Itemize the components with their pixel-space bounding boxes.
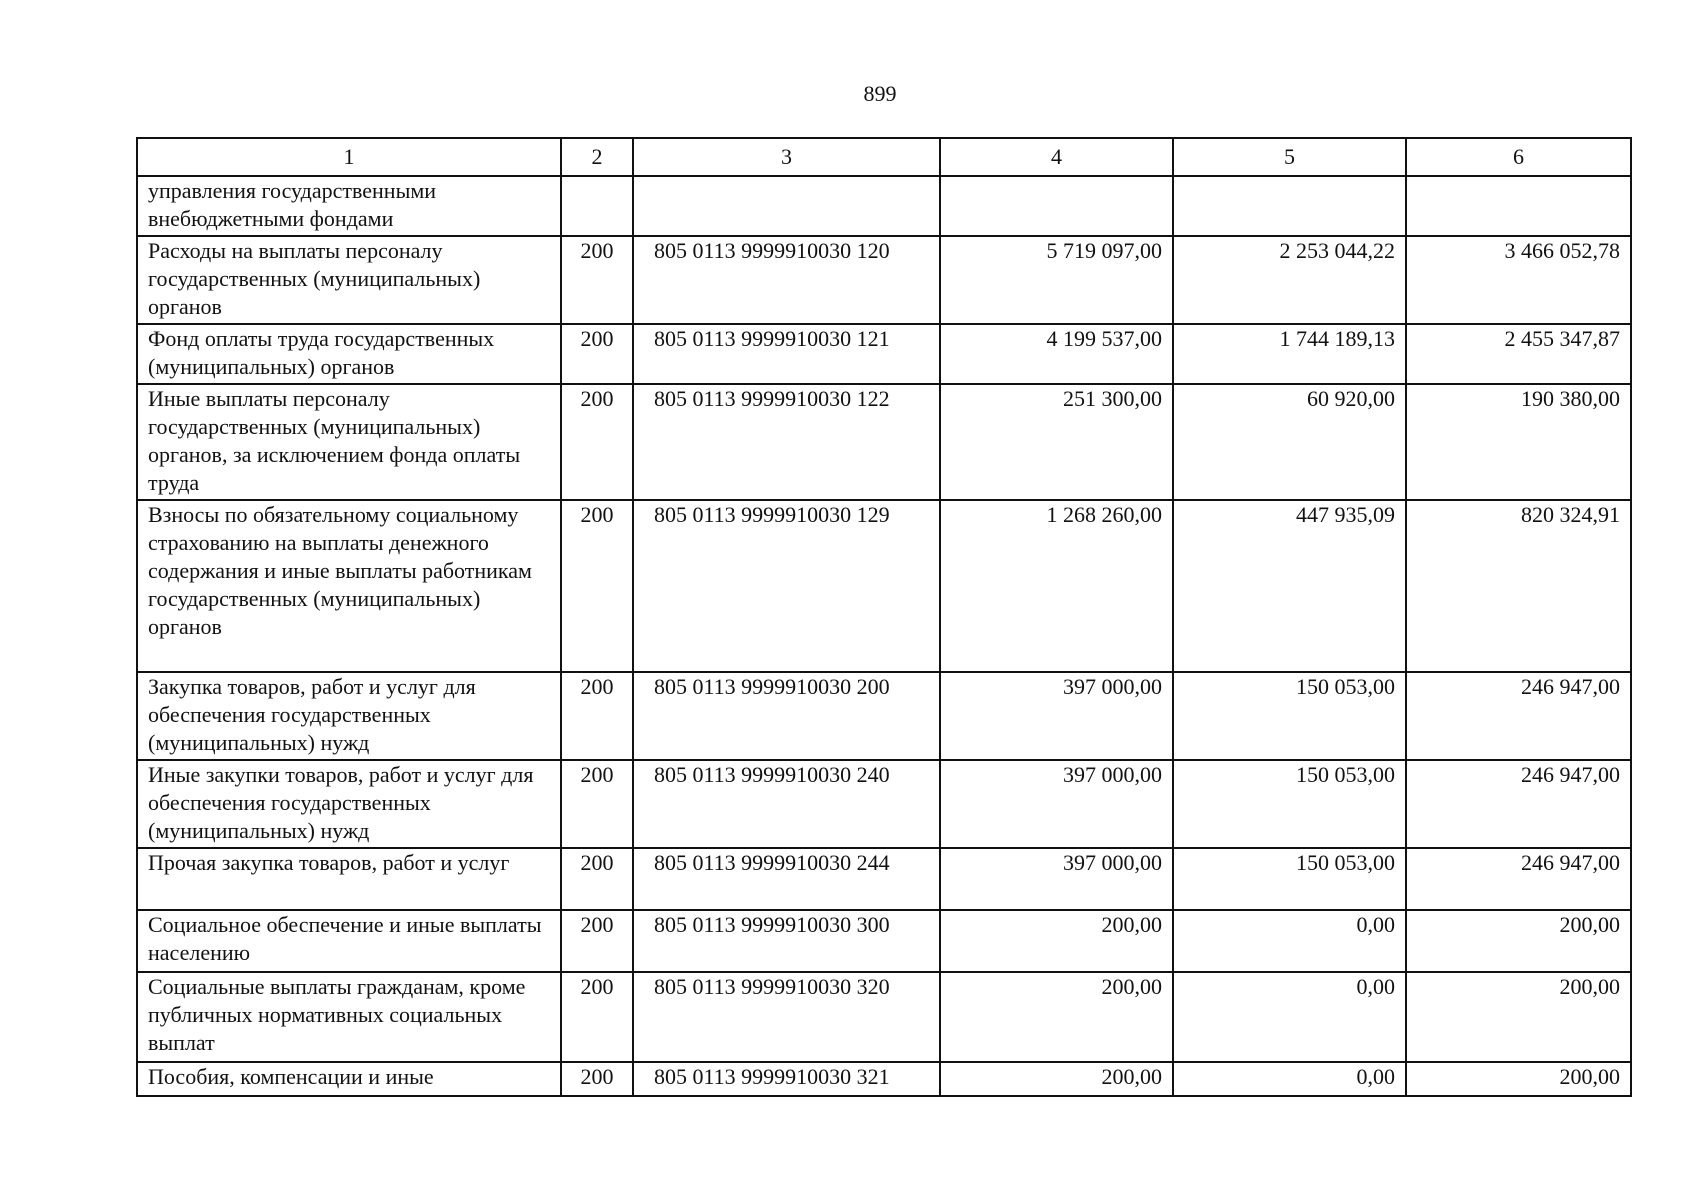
row-approved: 200,00 bbox=[940, 972, 1173, 1062]
row-remaining: 190 380,00 bbox=[1406, 384, 1631, 500]
budget-table bbox=[136, 137, 1632, 1097]
row-executed: 60 920,00 bbox=[1173, 384, 1406, 500]
row-line-code: 200 bbox=[561, 324, 633, 384]
row-line-code: 200 bbox=[561, 672, 633, 760]
row-approved: 1 268 260,00 bbox=[940, 500, 1173, 672]
row-remaining: 246 947,00 bbox=[1406, 848, 1631, 910]
table-row bbox=[137, 384, 1631, 500]
row-line-code: 200 bbox=[561, 1062, 633, 1096]
row-remaining bbox=[1406, 176, 1631, 236]
table-row bbox=[137, 236, 1631, 324]
row-name: Расходы на выплаты персоналу государственных (муниципальных) органов bbox=[137, 236, 561, 324]
row-approved: 251 300,00 bbox=[940, 384, 1173, 500]
row-approved: 200,00 bbox=[940, 910, 1173, 972]
row-remaining: 200,00 bbox=[1406, 910, 1631, 972]
row-classification-code: 805 0113 9999910030 121 bbox=[633, 324, 940, 384]
row-approved: 200,00 bbox=[940, 1062, 1173, 1096]
table-row bbox=[137, 324, 1631, 384]
row-name: Взносы по обязательному социальному страхованию на выплаты денежного содержания и иные выплаты работникам государственных (муниципальных) органов bbox=[137, 500, 561, 672]
table-row bbox=[137, 848, 1631, 910]
row-executed: 2 253 044,22 bbox=[1173, 236, 1406, 324]
row-name: Социальное обеспечение и иные выплаты населению bbox=[137, 910, 561, 972]
row-approved: 397 000,00 bbox=[940, 848, 1173, 910]
row-executed: 1 744 189,13 bbox=[1173, 324, 1406, 384]
table-row bbox=[137, 972, 1631, 1062]
row-name: Закупка товаров, работ и услуг для обеспечения государственных (муниципальных) нужд bbox=[137, 672, 561, 760]
row-remaining: 246 947,00 bbox=[1406, 760, 1631, 848]
table-row bbox=[137, 176, 1631, 236]
row-line-code bbox=[561, 176, 633, 236]
row-classification-code: 805 0113 9999910030 129 bbox=[633, 500, 940, 672]
row-line-code: 200 bbox=[561, 384, 633, 500]
row-remaining: 200,00 bbox=[1406, 972, 1631, 1062]
row-executed: 150 053,00 bbox=[1173, 848, 1406, 910]
table-row bbox=[137, 500, 1631, 672]
row-classification-code: 805 0113 9999910030 200 bbox=[633, 672, 940, 760]
row-classification-code: 805 0113 9999910030 321 bbox=[633, 1062, 940, 1096]
header-row bbox=[137, 138, 1631, 176]
row-remaining: 200,00 bbox=[1406, 1062, 1631, 1096]
row-classification-code: 805 0113 9999910030 300 bbox=[633, 910, 940, 972]
column-header: 2 bbox=[561, 138, 633, 176]
row-classification-code bbox=[633, 176, 940, 236]
row-executed bbox=[1173, 176, 1406, 236]
row-name: Пособия, компенсации и иные bbox=[137, 1062, 561, 1096]
row-approved: 5 719 097,00 bbox=[940, 236, 1173, 324]
row-classification-code: 805 0113 9999910030 122 bbox=[633, 384, 940, 500]
row-executed: 0,00 bbox=[1173, 1062, 1406, 1096]
row-executed: 150 053,00 bbox=[1173, 760, 1406, 848]
row-name: Иные выплаты персоналу государственных (муниципальных) органов, за исключением фонда оплаты труда bbox=[137, 384, 561, 500]
column-header: 5 bbox=[1173, 138, 1406, 176]
row-name: Иные закупки товаров, работ и услуг для обеспечения государственных (муниципальных) нужд bbox=[137, 760, 561, 848]
row-name: Фонд оплаты труда государственных (муниципальных) органов bbox=[137, 324, 561, 384]
column-header: 3 bbox=[633, 138, 940, 176]
row-remaining: 246 947,00 bbox=[1406, 672, 1631, 760]
table-row bbox=[137, 910, 1631, 972]
row-remaining: 2 455 347,87 bbox=[1406, 324, 1631, 384]
row-executed: 0,00 bbox=[1173, 910, 1406, 972]
column-header: 4 bbox=[940, 138, 1173, 176]
row-line-code: 200 bbox=[561, 848, 633, 910]
row-remaining: 820 324,91 bbox=[1406, 500, 1631, 672]
row-name: Социальные выплаты гражданам, кроме публичных нормативных социальных выплат bbox=[137, 972, 561, 1062]
row-line-code: 200 bbox=[561, 760, 633, 848]
row-executed: 150 053,00 bbox=[1173, 672, 1406, 760]
row-approved: 397 000,00 bbox=[940, 672, 1173, 760]
row-executed: 447 935,09 bbox=[1173, 500, 1406, 672]
column-header: 6 bbox=[1406, 138, 1631, 176]
row-approved: 397 000,00 bbox=[940, 760, 1173, 848]
page-number: 899 bbox=[863, 81, 897, 106]
column-header: 1 bbox=[137, 138, 561, 176]
row-classification-code: 805 0113 9999910030 320 bbox=[633, 972, 940, 1062]
row-classification-code: 805 0113 9999910030 244 bbox=[633, 848, 940, 910]
row-line-code: 200 bbox=[561, 910, 633, 972]
row-line-code: 200 bbox=[561, 236, 633, 324]
row-name: Прочая закупка товаров, работ и услуг bbox=[137, 848, 561, 910]
row-name: управления государственными внебюджетными фондами bbox=[137, 176, 561, 236]
table-row bbox=[137, 1062, 1631, 1096]
row-classification-code: 805 0113 9999910030 120 bbox=[633, 236, 940, 324]
row-remaining: 3 466 052,78 bbox=[1406, 236, 1631, 324]
row-approved: 4 199 537,00 bbox=[940, 324, 1173, 384]
row-executed: 0,00 bbox=[1173, 972, 1406, 1062]
row-line-code: 200 bbox=[561, 972, 633, 1062]
table-row bbox=[137, 672, 1631, 760]
table-row bbox=[137, 760, 1631, 848]
row-line-code: 200 bbox=[561, 500, 633, 672]
row-approved bbox=[940, 176, 1173, 236]
row-classification-code: 805 0113 9999910030 240 bbox=[633, 760, 940, 848]
